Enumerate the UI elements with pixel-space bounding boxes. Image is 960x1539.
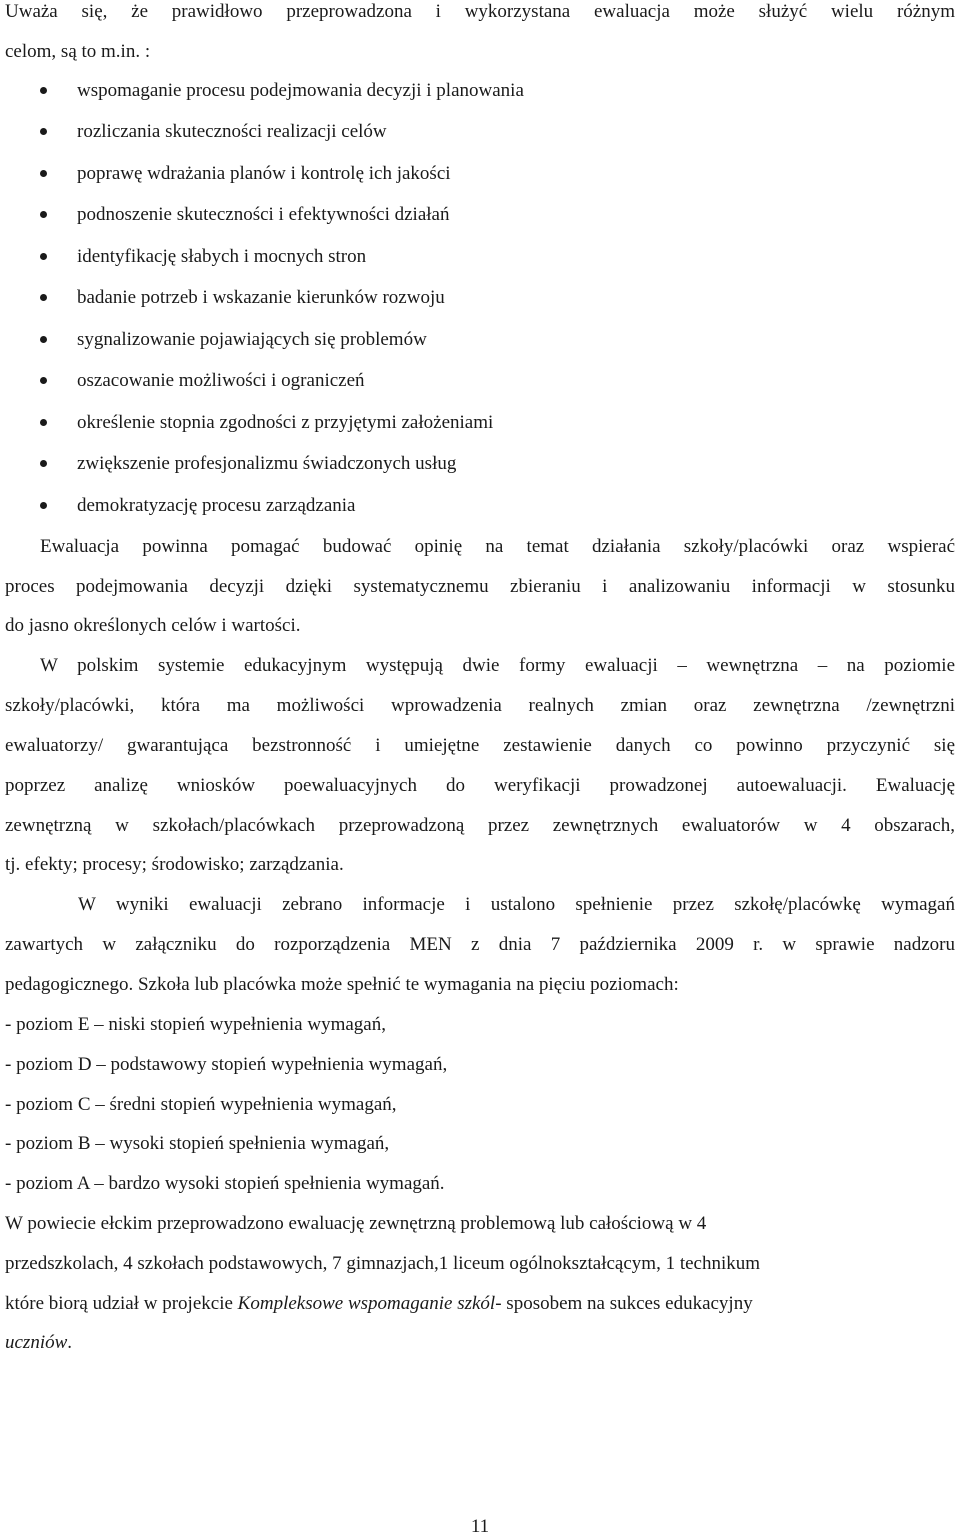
paragraph-4-line-2: przedszkolach, 4 szkołach podstawowych, 7 gimnazjach,1 liceum ogólnokształcącym, 1 technikum [5, 1253, 761, 1274]
bullet-icon [40, 502, 47, 509]
level-item-a: - poziom A – bardzo wysoki stopień spełnienia wymagań. [5, 1173, 445, 1194]
list-item-text: demokratyzację procesu zarządzania [77, 495, 356, 516]
bullet-icon [40, 170, 47, 177]
paragraph-4-line-4 [5, 1331, 955, 1355]
paragraph-1-line-3: do jasno określonych celów i wartości. [5, 615, 301, 636]
paragraph-4-line-1: W powiecie ełckim przeprowadzono ewaluację zewnętrzną problemową lub całościową w 4 [5, 1213, 707, 1234]
bullet-icon [40, 211, 47, 218]
paragraph-4-line-4-end: . [67, 1332, 73, 1353]
bullet-icon [40, 419, 47, 426]
bullet-icon [40, 294, 47, 301]
level-item-e: - poziom E – niski stopień wypełnienia wymagań, [5, 1014, 386, 1035]
paragraph-2-line-3: ewaluatorzy/ gwarantująca bezstronność i umiejętne zestawienie danych co powinno przyczynić się [5, 735, 955, 756]
list-item-text: podnoszenie skuteczności i efektywności działań [77, 204, 450, 225]
paragraph-4-line-3-start: które biorą udział w projekcie [5, 1293, 238, 1314]
paragraph-4-line-3-end: - sposobem na sukces edukacyjny [495, 1293, 753, 1314]
paragraph-2-line-6: tj. efekty; procesy; środowisko; zarządzania. [5, 854, 344, 875]
bullet-icon [40, 253, 47, 260]
bullet-icon [40, 460, 47, 467]
list-item-text: sygnalizowanie pojawiających się problemów [77, 329, 427, 350]
paragraph-4-line-3 [5, 1292, 955, 1316]
bullet-icon [40, 128, 47, 135]
paragraph-2-line-5: zewnętrzną w szkołach/placówkach przeprowadzoną przez zewnętrznych ewaluatorów w 4 obszarach, [5, 815, 955, 836]
level-item-b: - poziom B – wysoki stopień spełnienia wymagań, [5, 1133, 390, 1154]
level-item-c: - poziom C – średni stopień wypełnienia wymagań, [5, 1094, 397, 1115]
level-item-d: - poziom D – podstawowy stopień wypełnienia wymagań, [5, 1054, 448, 1075]
list-item-text: badanie potrzeb i wskazanie kierunków rozwoju [77, 287, 445, 308]
paragraph-3-line-1: W wyniki ewaluacji zebrano informacje i ustalono spełnienie przez szkołę/placówkę wymagań [78, 894, 955, 915]
intro-line-2: celom, są to m.in. : [5, 41, 151, 62]
list-item-text: zwiększenie profesjonalizmu świadczonych usług [77, 453, 457, 474]
intro-line-1: Uważa się, że prawidłowo przeprowadzona i wykorzystana ewaluacja może służyć wielu różnym [5, 1, 955, 22]
page-number: 11 [470, 1516, 490, 1537]
list-item-text: rozliczania skuteczności realizacji celów [77, 121, 387, 142]
paragraph-1-line-1: Ewaluacja powinna pomagać budować opinię na temat działania szkoły/placówki oraz wspierać [40, 536, 955, 557]
paragraph-2-line-1: W polskim systemie edukacyjnym występują dwie formy ewaluacji – wewnętrzna – na poziomie [40, 655, 955, 676]
bullet-icon [40, 87, 47, 94]
paragraph-1-line-2: proces podejmowania decyzji dzięki systematycznemu zbieraniu i analizowaniu informacji w stosunku [5, 576, 955, 597]
list-item-text: identyfikację słabych i mocnych stron [77, 246, 367, 267]
list-item-text: określenie stopnia zgodności z przyjętymi założeniami [77, 412, 494, 433]
bullet-icon [40, 377, 47, 384]
paragraph-2-line-4: poprzez analizę wniosków poewaluacyjnych do weryfikacji prowadzonej autoewaluacji. Ewaluację [5, 775, 955, 796]
list-item-text: poprawę wdrażania planów i kontrolę ich jakości [77, 163, 451, 184]
list-item-text: oszacowanie możliwości i ograniczeń [77, 370, 365, 391]
project-title: Kompleksowe wspomaganie szkól [237, 1293, 496, 1314]
paragraph-2-line-2: szkoły/placówki, która ma możliwości wprowadzenia realnych zmian oraz zewnętrzna /zewnętrzni [5, 695, 955, 716]
list-item-text: wspomaganie procesu podejmowania decyzji i planowania [77, 80, 524, 101]
bullet-icon [40, 336, 47, 343]
project-title-end: uczniów [5, 1332, 68, 1353]
paragraph-3-line-3: pedagogicznego. Szkoła lub placówka może spełnić te wymagania na pięciu poziomach: [5, 974, 679, 995]
paragraph-3-line-2: zawartych w załączniku do rozporządzenia MEN z dnia 7 października 2009 r. w sprawie nadzoru [5, 934, 955, 955]
